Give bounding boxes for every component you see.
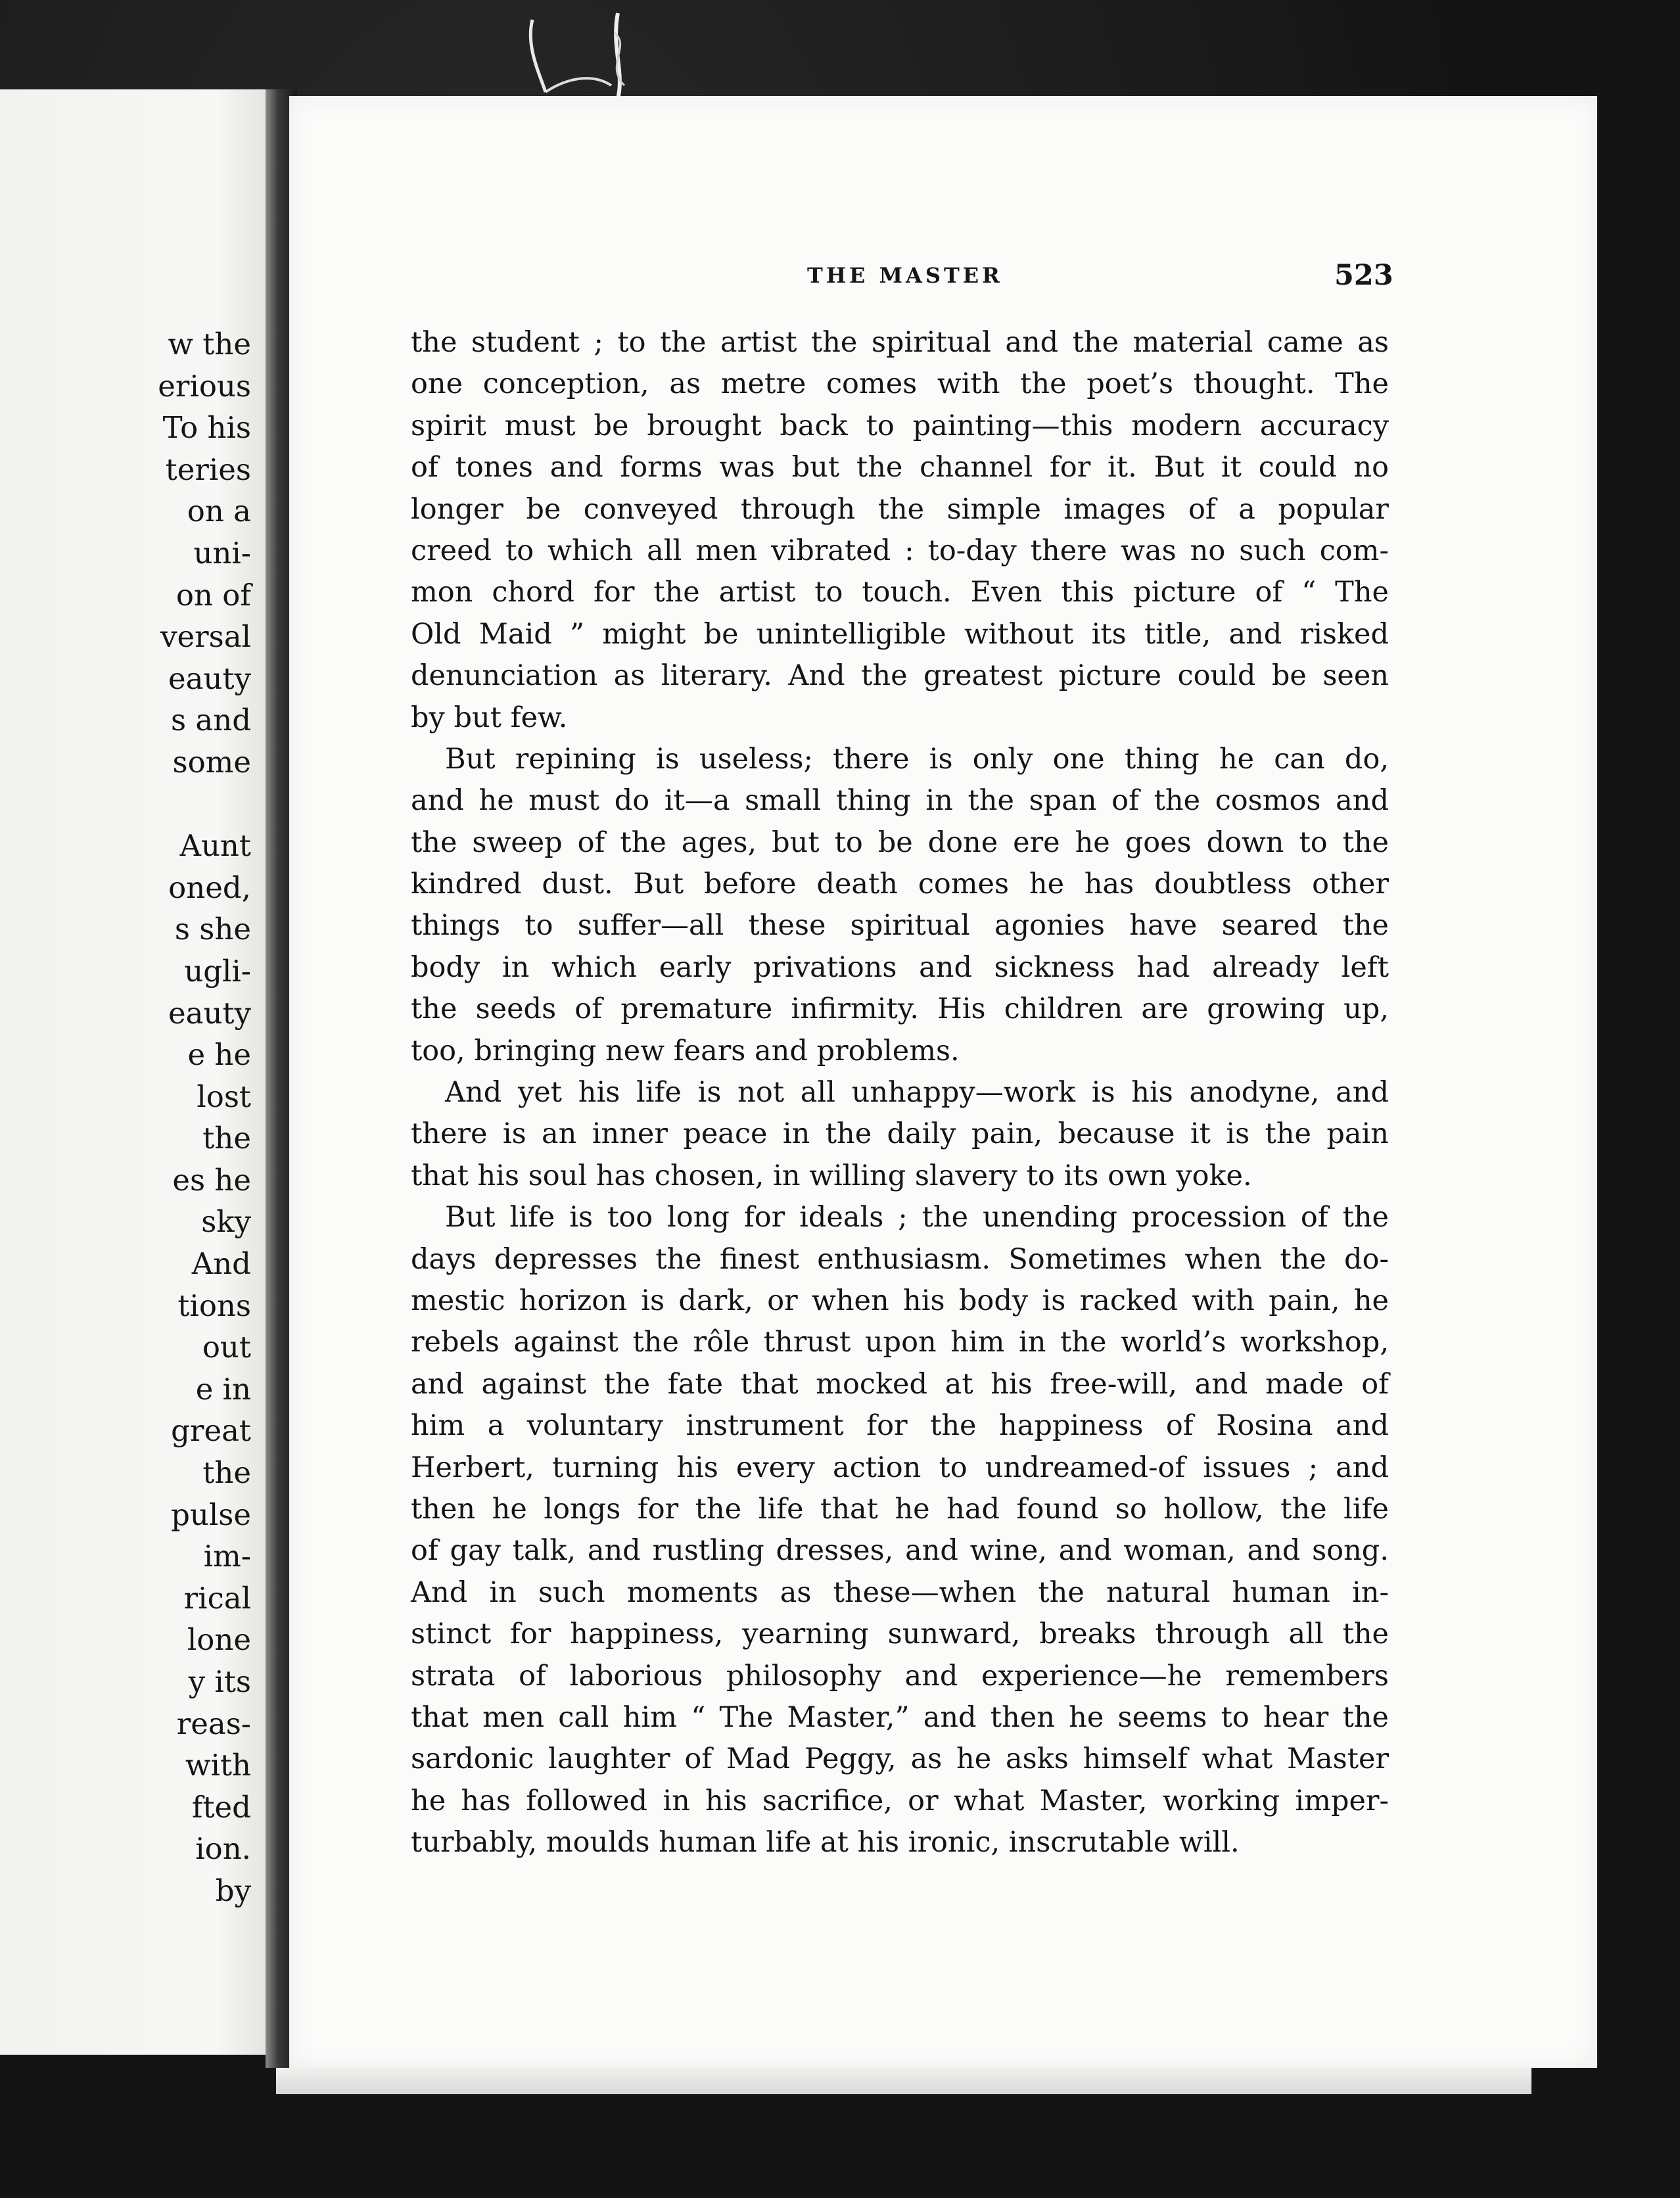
left-page-fragment-line: the xyxy=(202,1121,251,1156)
left-page-fragment-line: fted xyxy=(191,1789,251,1825)
left-page-fragment-line: sky xyxy=(201,1204,251,1240)
text-line: mestic horizon is dark, or when his body is racked with pain, he xyxy=(411,1284,1389,1317)
left-page xyxy=(0,89,269,2055)
text-line: the student ; to the artist the spiritual and the material came as xyxy=(411,326,1389,359)
text-line: Old Maid ” might be unintelligible without its title, and risked xyxy=(411,617,1389,651)
text-line: mon chord for the artist to touch. Even this picture of “ The xyxy=(411,576,1389,609)
text-line: spirit must be brought back to painting—this modern accuracy xyxy=(411,409,1389,442)
page-number: 523 xyxy=(1334,259,1393,292)
text-line: and against the fate that mocked at his free-will, and made of xyxy=(411,1367,1389,1401)
left-page-fragment-line: reas- xyxy=(176,1706,251,1741)
text-line: of gay talk, and rustling dresses, and wine, and woman, and song. xyxy=(411,1534,1389,1568)
left-page-fragment-line: lone xyxy=(187,1622,251,1658)
left-page-fragment-line: on a xyxy=(187,494,251,529)
text-line: sardonic laughter of Mad Peggy, as he asks himself what Master xyxy=(411,1742,1389,1776)
running-head: THE MASTER xyxy=(807,263,1003,288)
left-page-fragment-line: oned, xyxy=(168,870,251,905)
left-page-text-fragments xyxy=(28,323,251,1912)
left-page-fragment-line: lost xyxy=(197,1079,251,1114)
text-line: stinct for happiness, yearning sunward, breaks through all the xyxy=(411,1618,1389,1651)
left-page-fragment-line: es he xyxy=(172,1162,251,1198)
text-line: that his soul has chosen, in willing slavery to its own yoke. xyxy=(411,1159,1252,1192)
text-line: things to suffer—all these spiritual agonies have seared the xyxy=(411,909,1389,943)
left-page-fragment-line: e he xyxy=(187,1037,251,1073)
text-line: denunciation as literary. And the greatest picture could be seen xyxy=(411,659,1389,693)
left-page-fragment-line: versal xyxy=(160,619,251,655)
binding-thread xyxy=(519,7,638,105)
left-page-fragment-line: by xyxy=(215,1873,251,1908)
text-line: But repining is useless; there is only one thing he can do, xyxy=(445,742,1389,776)
text-line: kindred dust. But before death comes he has doubtless other xyxy=(411,868,1389,901)
left-page-fragment-line: ugli- xyxy=(184,953,251,989)
text-line: of tones and forms was but the channel for it. But it could no xyxy=(411,451,1389,484)
left-page-fragment-line: out xyxy=(202,1330,251,1365)
page-bottom-edge xyxy=(276,2068,1531,2094)
text-line: creed to which all men vibrated : to-day there was no such com- xyxy=(411,534,1389,567)
text-line: body in which early privations and sickness had already left xyxy=(411,950,1389,984)
text-line: too, bringing new fears and problems. xyxy=(411,1034,960,1067)
left-page-fragment-line xyxy=(28,783,251,826)
left-page-fragment-line: erious xyxy=(158,368,251,404)
text-line: by but few. xyxy=(411,701,568,734)
left-page-fragment-line: w the xyxy=(168,327,251,362)
left-page-fragment-line: To his xyxy=(162,410,251,446)
left-page-fragment-line: with xyxy=(185,1748,251,1783)
text-line: And yet his life is not all unhappy—work is his anodyne, and xyxy=(445,1076,1389,1110)
text-line: one conception, as metre comes with the poet’s thought. The xyxy=(411,367,1389,401)
left-page-fragment-line: on of xyxy=(175,577,251,613)
left-page-fragment-line: im- xyxy=(203,1539,251,1574)
text-line: he has followed in his sacrifice, or what Master, working imper- xyxy=(411,1784,1389,1817)
text-line: rebels against the rôle thrust upon him in the world’s workshop, xyxy=(411,1326,1389,1359)
text-line: that men call him “ The Master,” and then he seems to hear the xyxy=(411,1700,1389,1734)
left-page-fragment-line: And xyxy=(191,1246,251,1282)
left-page-fragment-line: Aunt xyxy=(179,828,251,864)
text-line: But life is too long for ideals ; the unending procession of the xyxy=(445,1201,1389,1234)
left-page-fragment-line: some xyxy=(172,744,251,780)
text-line: longer be conveyed through the simple images of a popular xyxy=(411,492,1389,526)
text-line: turbably, moulds human life at his ironic, inscrutable will. xyxy=(411,1826,1240,1859)
body-text xyxy=(411,322,1389,1863)
text-line: days depresses the finest enthusiasm. Sometimes when the do- xyxy=(411,1242,1389,1276)
text-line: the seeds of premature infirmity. His children are growing up, xyxy=(411,993,1389,1026)
left-page-fragment-line: eauty xyxy=(168,995,251,1031)
text-line: there is an inner peace in the daily pain, because it is the pain xyxy=(411,1117,1389,1151)
left-page-fragment-line: y its xyxy=(188,1664,251,1699)
text-line: Herbert, turning his every action to undreamed-of issues ; and xyxy=(411,1451,1389,1484)
left-page-fragment-line: rical xyxy=(183,1580,251,1616)
text-line: And in such moments as these—when the natural human in- xyxy=(411,1576,1389,1609)
left-page-fragment-line: eauty xyxy=(168,661,251,696)
text-line: him a voluntary instrument for the happiness of Rosina and xyxy=(411,1409,1389,1443)
left-page-fragment-line: s and xyxy=(170,703,251,738)
text-line: the sweep of the ages, but to be done ere he goes down to the xyxy=(411,826,1389,859)
left-page-fragment-line: uni- xyxy=(193,535,251,571)
left-page-fragment-line: the xyxy=(202,1455,251,1491)
left-page-fragment-line: pulse xyxy=(171,1497,251,1532)
text-line: strata of laborious philosophy and experience—he remembers xyxy=(411,1659,1389,1693)
left-page-fragment-line: teries xyxy=(165,452,251,487)
left-page-fragment-line: tions xyxy=(177,1288,251,1323)
left-page-fragment-line: e in xyxy=(195,1371,251,1407)
left-page-fragment-line: great xyxy=(171,1413,251,1449)
left-page-fragment-line: ion. xyxy=(195,1831,251,1867)
text-line: then he longs for the life that he had found so hollow, the life xyxy=(411,1492,1389,1526)
left-page-fragment-line: s she xyxy=(174,912,251,947)
text-line: and he must do it—a small thing in the span of the cosmos and xyxy=(411,784,1389,818)
